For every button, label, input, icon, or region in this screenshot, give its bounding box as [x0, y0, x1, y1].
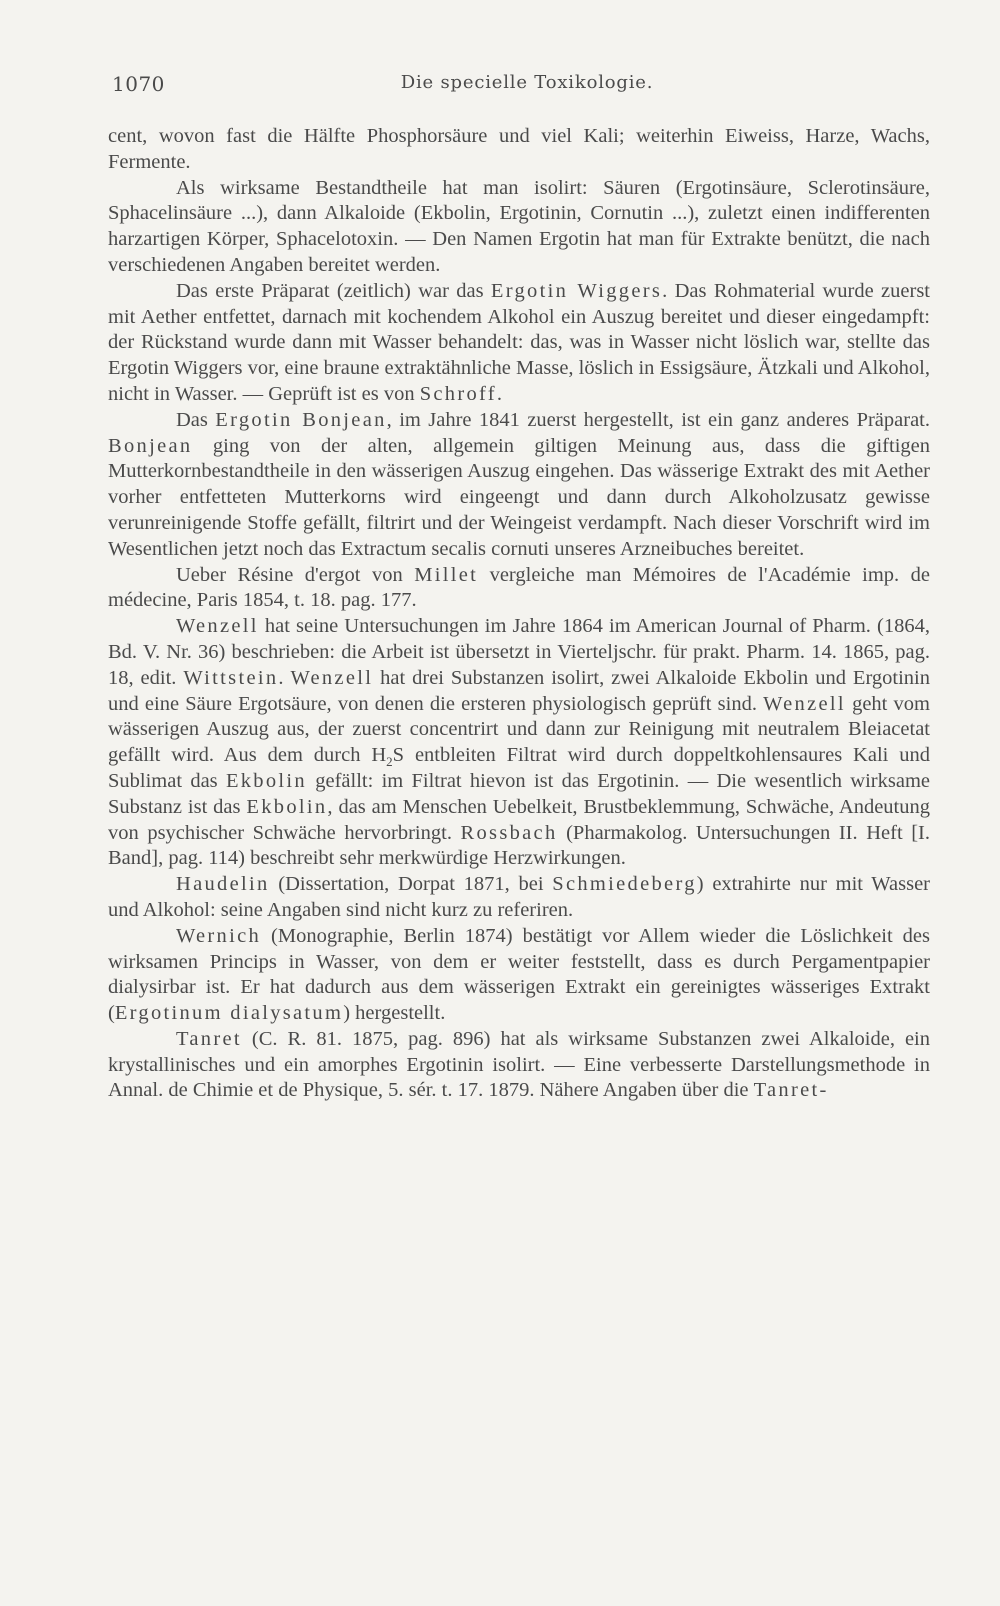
- paragraph: [108, 176, 930, 279]
- text-run: (Pharmakolog. Untersuchungen II. Heft [I. Band], pag. 114) beschreibt sehr merkwürdige Herzwirkungen.: [108, 821, 930, 870]
- page-number: 1070: [112, 72, 165, 96]
- paragraph: [108, 614, 930, 872]
- text-run: Das: [176, 408, 216, 431]
- text-run: cent, wovon fast die Hälfte Phosphorsäure und viel Kali; weiterhin Eiweiss, Harze, Wachs, Fermente.: [108, 125, 930, 173]
- text-run: (Dissertation, Dorpat 1871, bei: [269, 873, 553, 896]
- text-run: Ueber Résine d'ergot von: [176, 563, 415, 586]
- paragraph: [108, 924, 930, 1027]
- text-run: .: [496, 382, 503, 405]
- spaced-name: Rossbach: [460, 821, 558, 844]
- page-header: [112, 72, 942, 102]
- paragraph: [108, 124, 930, 176]
- text-run: Das erste Präparat (zeitlich) war das: [176, 279, 491, 302]
- spaced-name: Wernich: [176, 924, 262, 947]
- text-run: , im Jahre 1841 zuerst hergestellt, ist ein ganz anderes Präparat.: [386, 408, 930, 431]
- text-run: (Monographie, Berlin 1874) bestätigt vor Allem wieder die Löslichkeit des wirksamen Princips in Wasser, von dem er weiter feststellt, dass es durch Pergamentpapier dialysirbar ist. Er hat dadurch aus dem wässerigen Extrakt ein gereinigtes wässeriges Extrakt (: [108, 924, 930, 1025]
- spaced-name: Haudelin: [176, 873, 270, 896]
- spaced-name: Bonjean: [108, 434, 193, 457]
- text-run: , das am Menschen Uebelkeit, Brustbeklemmung, Schwäche, Andeutung von psychischer Schwäche hervorbringt.: [108, 795, 931, 844]
- text-run: Als wirksame Bestandtheile hat man isolirt: Säuren (Ergotinsäure, Sclerotinsäure, Sphacelinsäure ...), dann Alkaloide (Ekbolin, Ergotinin, Cornutin ...), zuletzt einen indifferenten harzartigen Körper, Sphacelotoxin. — Den Namen Ergotin hat man für Extrakte benützt, die nach verschiedenen Angaben bereitet werden.: [108, 176, 930, 276]
- spaced-name: Millet: [414, 563, 479, 586]
- text-run: hat drei Substanzen isolirt, zwei Alkaloide Ekbolin und Ergotinin und eine Säure Ergotsäure, von denen die ersteren physiologisch geprüft sind.: [108, 666, 930, 715]
- spaced-name: Tanret: [753, 1079, 820, 1102]
- spaced-name: Tanret: [176, 1027, 242, 1050]
- paragraph: [108, 279, 930, 408]
- spaced-name: Ekbolin: [246, 795, 328, 818]
- text-run: geht vom wässerigen Auszug aus, der zuerst concentrirt und dann zur Reinigung mit neutralem Bleiacetat gefällt wird. Aus dem durch H: [108, 692, 930, 767]
- spaced-name: Wenzell: [290, 666, 374, 689]
- text-run: ) hergestellt.: [343, 1002, 446, 1025]
- spaced-name: Ekbolin: [225, 769, 307, 792]
- spaced-name: Schroff: [419, 382, 497, 405]
- paragraph: [108, 872, 930, 924]
- text-run: (C. R. 81. 1875, pag. 896) hat als wirksame Substanzen zwei Alkaloide, ein krystallinisches und ein amorphes Ergotinin isolirt. — Eine verbesserte Darstellungsmethode in Annal. de Chimie et de Physique, 5. sér. t. 17. 1879. Nähere Angaben über die: [108, 1027, 930, 1102]
- paragraph: [108, 1027, 930, 1104]
- subscript: 2: [386, 754, 393, 770]
- running-title: Die specielle Toxikologie.: [400, 72, 654, 93]
- text-run: hat seine Untersuchungen im Jahre 1864 im American Journal of Pharm. (1864, Bd. V. Nr. 36) beschrieben: die Arbeit ist übersetzt in Vierteljschr. für prakt. Pharm. 14. 1865, pag. 18, edit.: [108, 615, 930, 689]
- page-body: [108, 124, 930, 1104]
- text-run: .: [278, 666, 291, 689]
- text-run: gefällt: im Filtrat hievon ist das Ergotinin. — Die wesentlich wirksame Substanz ist das: [108, 769, 931, 818]
- paragraph: [108, 563, 930, 615]
- paragraph: [108, 408, 930, 563]
- spaced-name: Wenzell: [763, 692, 846, 715]
- text-run: vergleiche man Mémoires de l'Académie imp. de médecine, Paris 1854, t. 18. pag. 177.: [108, 563, 930, 612]
- spaced-name: Ergotinum dialysatum: [114, 1002, 344, 1025]
- spaced-name: Wenzell: [176, 615, 259, 638]
- spaced-name: Wittstein: [183, 666, 279, 689]
- text-run: ) extrahirte nur mit Wasser und Alkohol: seine Angaben sind nicht kurz zu referiren.: [108, 873, 930, 921]
- text-run: -: [819, 1079, 827, 1102]
- text-run: . Das Rohmaterial wurde zuerst mit Aether entfettet, darnach mit kochendem Alkohol ein Auszug bereitet und dieser eingedampft: der Rückstand wurde dann mit Wasser behandelt: das, was in Wasser nicht löslich war, stellte das Ergotin Wiggers vor, eine braune extraktähnliche Masse, löslich in Essigsäure, Ätzkali und Alkohol, nicht in Wasser. — Geprüft ist es von: [108, 279, 930, 405]
- text-run: ging von der alten, allgemein giltigen Meinung aus, dass die giftigen Mutterkornbestandtheile in den wässerigen Auszug eingehen. Das wässerige Extrakt des mit Aether vorher entfetteten Mutterkorns wird eingeengt und dann durch Alkoholzusatz gewisse verunreinigende Stoffe gefällt, filtrirt und der Weingeist verdampft. Nach dieser Vorschrift wird im Wesentlichen jetzt noch das Extractum secalis cornuti unseres Arzneibuches bereitet.: [108, 434, 930, 560]
- text-run: S entbleiten Filtrat wird durch doppeltkohlensaures Kali und Sublimat das: [108, 744, 930, 792]
- spaced-name: Ergotin Wiggers: [490, 279, 663, 302]
- spaced-name: Ergotin Bonjean: [215, 408, 387, 431]
- spaced-name: Schmiedeberg: [552, 873, 697, 896]
